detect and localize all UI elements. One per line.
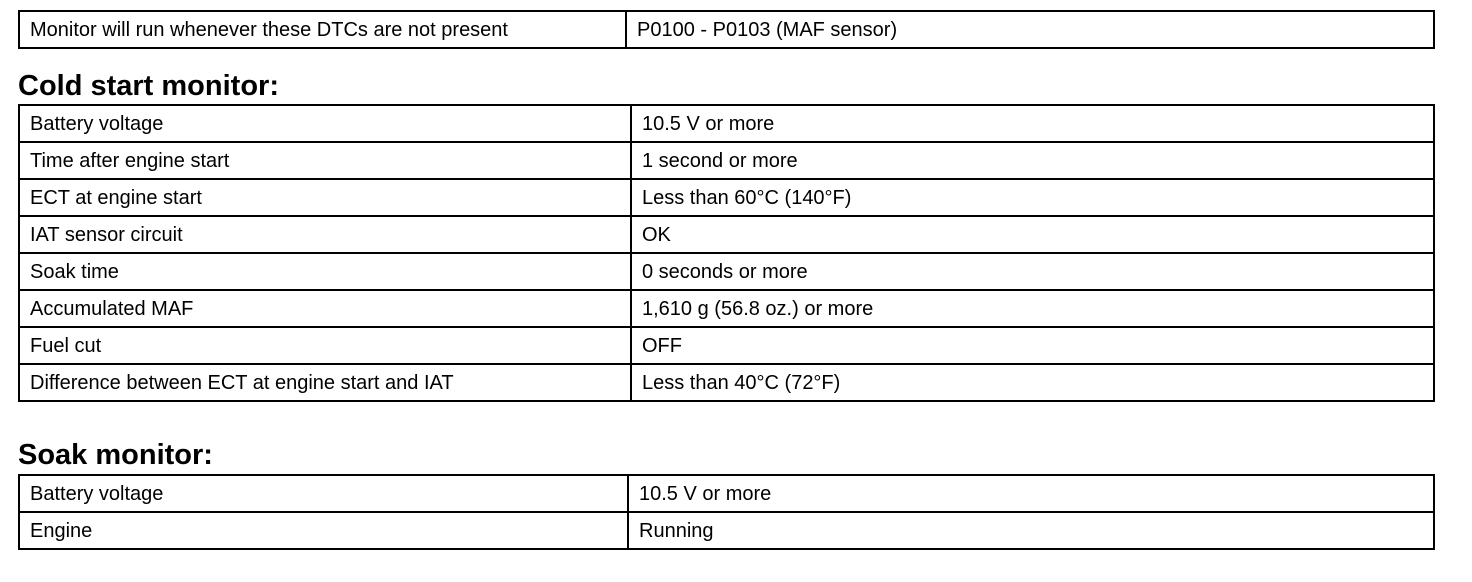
condition-cell: IAT sensor circuit bbox=[19, 216, 631, 253]
cold-start-monitor-table bbox=[18, 104, 1435, 402]
value-cell: 10.5 V or more bbox=[631, 105, 1434, 142]
table-row bbox=[19, 105, 1434, 142]
table-row bbox=[19, 253, 1434, 290]
soak-monitor-table bbox=[18, 474, 1435, 550]
value-cell: Less than 40°C (72°F) bbox=[631, 364, 1434, 401]
table-row bbox=[19, 179, 1434, 216]
value-cell: OK bbox=[631, 216, 1434, 253]
table-row bbox=[19, 364, 1434, 401]
value-cell: Running bbox=[628, 512, 1434, 549]
table-row bbox=[19, 327, 1434, 364]
value-cell: 10.5 V or more bbox=[628, 475, 1434, 512]
value-cell: OFF bbox=[631, 327, 1434, 364]
value-cell: 0 seconds or more bbox=[631, 253, 1434, 290]
table-row bbox=[19, 216, 1434, 253]
table-row bbox=[19, 290, 1434, 327]
condition-cell: Fuel cut bbox=[19, 327, 631, 364]
condition-cell: Battery voltage bbox=[19, 105, 631, 142]
value-cell: P0100 - P0103 (MAF sensor) bbox=[626, 11, 1434, 48]
condition-cell: Battery voltage bbox=[19, 475, 628, 512]
value-cell: 1 second or more bbox=[631, 142, 1434, 179]
condition-cell: Accumulated MAF bbox=[19, 290, 631, 327]
value-cell: Less than 60°C (140°F) bbox=[631, 179, 1434, 216]
table-row bbox=[19, 11, 1434, 48]
soak-monitor-heading: Soak monitor: bbox=[18, 439, 213, 471]
dtc-condition-table bbox=[18, 10, 1435, 49]
table-row bbox=[19, 512, 1434, 549]
condition-cell: ECT at engine start bbox=[19, 179, 631, 216]
condition-cell: Monitor will run whenever these DTCs are not present bbox=[19, 11, 626, 48]
cold-start-monitor-heading: Cold start monitor: bbox=[18, 70, 279, 102]
condition-cell: Time after engine start bbox=[19, 142, 631, 179]
table-row bbox=[19, 142, 1434, 179]
table-row bbox=[19, 475, 1434, 512]
condition-cell: Difference between ECT at engine start and IAT bbox=[19, 364, 631, 401]
value-cell: 1,610 g (56.8 oz.) or more bbox=[631, 290, 1434, 327]
condition-cell: Engine bbox=[19, 512, 628, 549]
condition-cell: Soak time bbox=[19, 253, 631, 290]
